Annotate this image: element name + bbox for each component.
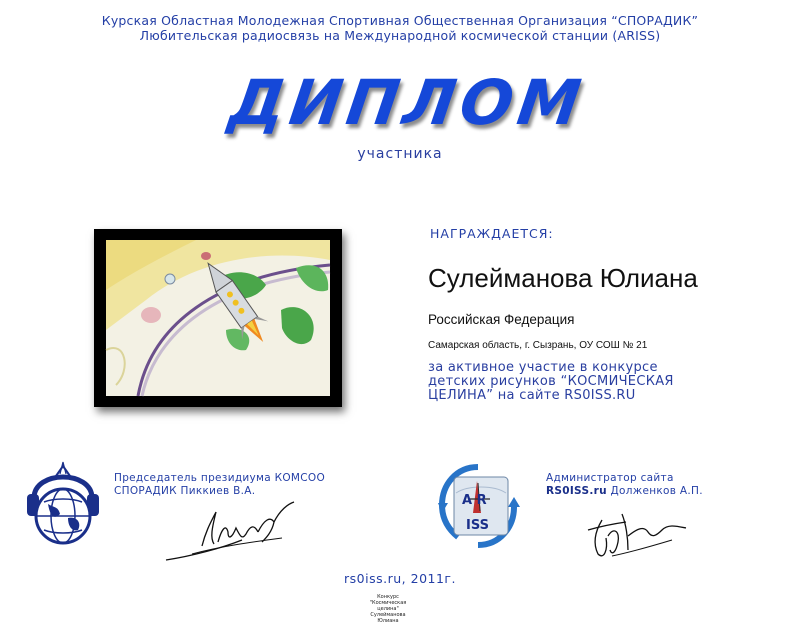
admin-title <box>546 472 703 498</box>
admin-name: Долженков А.П. <box>606 485 703 497</box>
ariss-logo <box>436 463 520 549</box>
chairman-line: СПОРАДИК Пиккиев В.А. <box>114 485 256 497</box>
caption-line: целина" <box>377 606 399 612</box>
recipient-school: Самарская область, г. Сызрань, ОУ СОШ № 21 <box>428 340 648 351</box>
admin-site: RS0ISS.ru <box>546 485 607 497</box>
caption-line: Сулейманова Юлиана <box>370 612 406 624</box>
reason-line: ЦЕЛИНА” на сайте RS0ISS.RU <box>428 388 636 403</box>
chairman-line: Председатель президиума КОМСОО <box>114 472 326 484</box>
footer-site-year: rs0iss.ru, 2011г. <box>344 571 456 586</box>
child-drawing <box>106 240 330 396</box>
ariss-letters-top: A R <box>462 493 487 508</box>
drawing-caption <box>360 594 416 624</box>
recipient-name: Сулейманова Юлиана <box>428 263 698 293</box>
chairman-title <box>114 472 325 498</box>
awarded-label: НАГРАЖДАЕТСЯ: <box>430 226 554 241</box>
reason-line: за активное участие в конкурсе <box>428 360 658 375</box>
reason-line: детских рисунков “КОСМИЧЕСКАЯ <box>428 374 674 389</box>
globe-headphones-logo <box>24 458 102 554</box>
diploma-subtitle: участника <box>357 146 443 162</box>
chairman-signature <box>162 498 302 570</box>
caption-line: Конкурс "Космическая <box>369 594 407 606</box>
diploma-title: ДИПЛОМ <box>224 66 591 139</box>
organization-header: Курская Областная Молодежная Спортивная Общественная Организация “СПОРАДИК” <box>101 13 699 28</box>
recipient-country: Российская Федерация <box>428 312 575 327</box>
admin-line: Администратор сайта <box>546 472 674 484</box>
project-header: Любительская радиосвязь на Международной космической станции (ARISS) <box>139 28 661 43</box>
admin-line <box>546 485 703 498</box>
admin-signature <box>582 506 702 566</box>
award-reason <box>428 361 768 403</box>
ariss-letters-bottom: ISS <box>466 518 489 533</box>
